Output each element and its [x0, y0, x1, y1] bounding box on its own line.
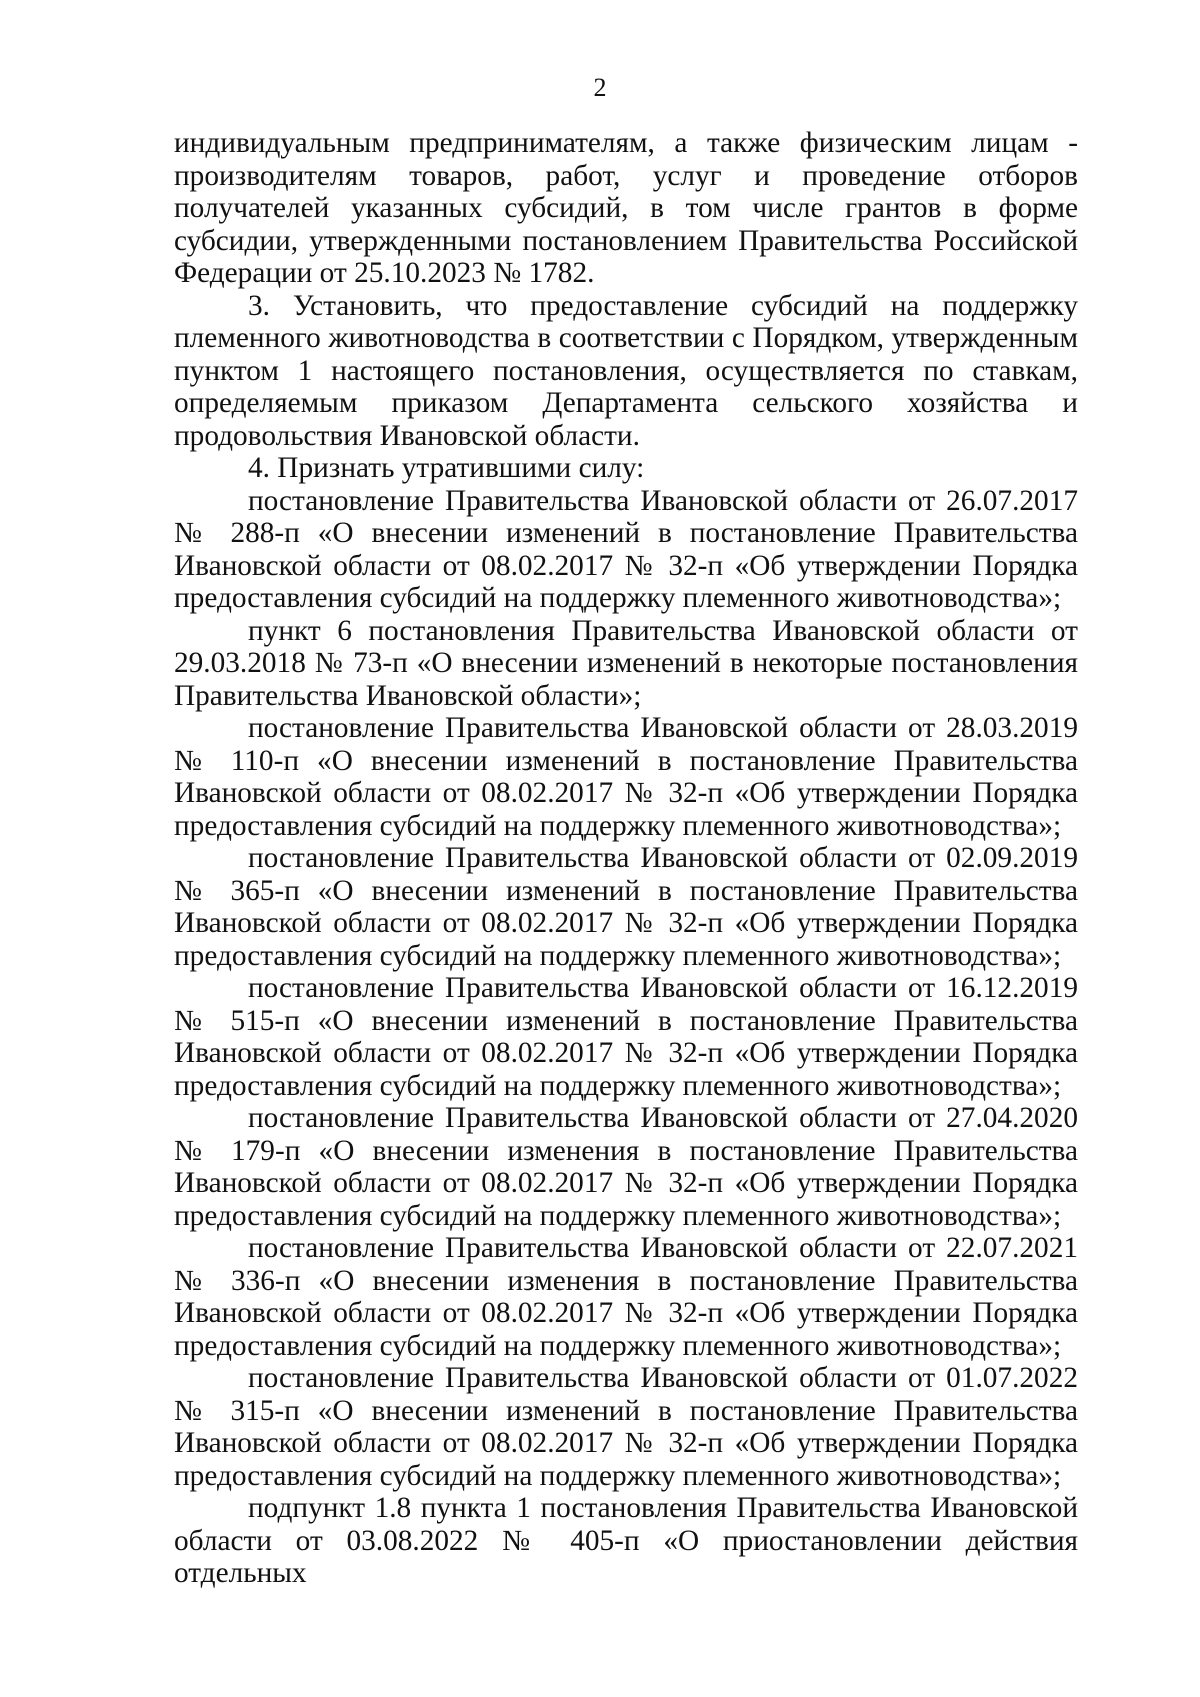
- paragraph-repealed-6: постановление Правительства Ивановской области от 27.04.2020 № 179-п «О внесении изменения в постановление Правительства Ивановской области от 08.02.2017 № 32-п «Об утверждении Порядка предоставления субсидий на поддержку племенного животноводства»;: [174, 1102, 1078, 1232]
- paragraph-repealed-5: постановление Правительства Ивановской области от 16.12.2019 № 515-п «О внесении изменений в постановление Правительства Ивановской области от 08.02.2017 № 32-п «Об утверждении Порядка предоставления субсидий на поддержку племенного животноводства»;: [174, 972, 1078, 1102]
- paragraph-repealed-9: подпункт 1.8 пункта 1 постановления Правительства Ивановской области от 03.08.2022 № 405-п «О приостановлении действия отдельных: [174, 1492, 1078, 1589]
- paragraph-continuation: индивидуальным предпринимателям, а также физическим лицам - производителям товаров, работ, услуг и проведение отборов получателей указанных субсидий, в том числе грантов в форме субсидии, утвержденными постановлением Правительства Российской Федерации от 25.10.2023 № 1782.: [174, 127, 1078, 289]
- paragraph-repealed-4: постановление Правительства Ивановской области от 02.09.2019 № 365-п «О внесении изменений в постановление Правительства Ивановской области от 08.02.2017 № 32-п «Об утверждении Порядка предоставления субсидий на поддержку племенного животноводства»;: [174, 842, 1078, 972]
- paragraph-repealed-2: пункт 6 постановления Правительства Ивановской области от 29.03.2018 № 73-п «О внесении изменений в некоторые постановления Правительства Ивановской области»;: [174, 614, 1078, 712]
- paragraph-repealed-1: постановление Правительства Ивановской области от 26.07.2017 № 288-п «О внесении изменений в постановление Правительства Ивановской области от 08.02.2017 № 32-п «Об утверждении Порядка предоставления субсидий на поддержку племенного животноводства»;: [174, 484, 1078, 614]
- page-number: 2: [593, 73, 607, 102]
- paragraph-item-4: 4. Признать утратившими силу:: [248, 452, 645, 484]
- paragraph-repealed-7: постановление Правительства Ивановской области от 22.07.2021 № 336-п «О внесении изменения в постановление Правительства Ивановской области от 08.02.2017 № 32-п «Об утверждении Порядка предоставления субсидий на поддержку племенного животноводства»;: [174, 1232, 1078, 1362]
- paragraph-repealed-8: постановление Правительства Ивановской области от 01.07.2022 № 315-п «О внесении изменений в постановление Правительства Ивановской области от 08.02.2017 № 32-п «Об утверждении Порядка предоставления субсидий на поддержку племенного животноводства»;: [174, 1362, 1078, 1492]
- paragraph-item-3: 3. Установить, что предоставление субсидий на поддержку племенного животноводства в соответствии с Порядком, утвержденным пунктом 1 настоящего постановления, осуществляется по ставкам, определяемым приказом Департамента сельского хозяйства и продовольствия Ивановской области.: [174, 289, 1078, 452]
- paragraph-repealed-3: постановление Правительства Ивановской области от 28.03.2019 № 110-п «О внесении изменений в постановление Правительства Ивановской области от 08.02.2017 № 32-п «Об утверждении Порядка предоставления субсидий на поддержку племенного животноводства»;: [174, 712, 1078, 842]
- document-body: [174, 127, 1078, 1590]
